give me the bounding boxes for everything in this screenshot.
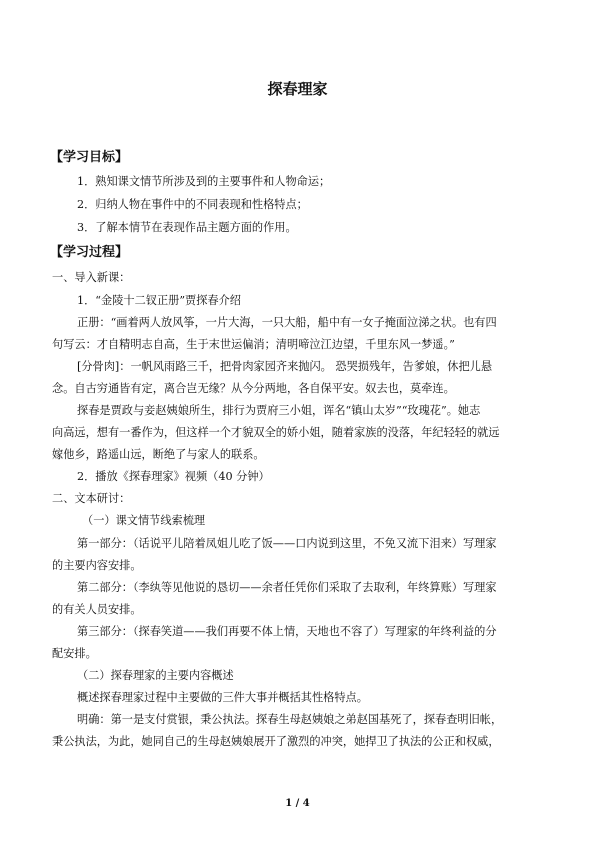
body-line: 句写云：才自精明志自高，生于末世运偏消；清明啼泣江边望，千里东风一梦遥。”: [52, 338, 455, 351]
goal-item: 3．了解本情节在表现作品主题方面的作用。: [77, 221, 297, 234]
body-line: 配安排。: [52, 647, 97, 660]
body-line: 秉公执法，为此，她同自己的生母赵姨娘展开了激烈的冲突，她捍卫了执法的公正和权威，: [52, 735, 500, 748]
body-line: 念。自古穷通皆有定，离合岂无缘？从今分两地，各自保平安。奴去也，莫牵连。: [52, 382, 455, 395]
body-line: （一）课文情节线索梳理: [82, 514, 206, 527]
body-line: 嫁他乡，路遥山远，断绝了与家人的联系。: [52, 448, 265, 461]
goal-item: 2．归纳人物在事件中的不同表现和性格特点；: [77, 198, 308, 211]
body-line: 正册：“画着两人放风筝，一片大海，一只大船，船中有一女子掩面泣涕之状。也有四: [77, 316, 497, 329]
body-line: 的主要内容安排。: [52, 559, 142, 572]
body-line: 第二部分：（李纨等见他说的恳切——余者任凭你们采取了去取利，年终算账）写理家: [77, 581, 497, 594]
body-line: 探春是贾政与妾赵姨娘所生，排行为贾府三小姐，诨名“镇山太岁”“玫瑰花”。她志: [77, 404, 481, 417]
section-heading-goals: 【学习目标】: [50, 150, 129, 165]
body-line: 第三部分：（探春笑道——我们再要不体上情，天地也不容了）写理家的年终利益的分: [77, 625, 497, 638]
goal-item: 1．熟知课文情节所涉及到的主要事件和人物命运；: [77, 175, 331, 188]
body-line: 概述探春理家过程中主要做的三件大事并概括其性格特点。: [77, 691, 368, 704]
body-line: 2．播放《探春理家》视频（40 分钟）: [77, 470, 270, 483]
body-line: [分骨肉]：一帆风雨路三千，把骨肉家园齐来抛闪。 恐哭损残年，告爹娘，休把儿悬: [77, 360, 493, 373]
section-heading-process: 【学习过程】: [50, 245, 129, 260]
page-number: 1 / 4: [285, 798, 310, 809]
body-line: 二、文本研讨：: [52, 492, 131, 505]
body-line: 的有关人员安排。: [52, 603, 142, 616]
body-line: 明确：第一是支付赏银，秉公执法。探春生母赵姨娘之弟赵国基死了，探春查明旧帐，: [77, 713, 503, 726]
body-line: 向高远，想有一番作为，但这样一个才貌双全的娇小姐，随着家族的没落，年纪轻轻的就远: [52, 426, 500, 439]
body-line: 一、导入新课：: [52, 271, 131, 284]
body-line: 1．“金陵十二钗正册”贾探春介绍: [77, 294, 241, 307]
body-line: （二）探春理家的主要内容概述: [77, 669, 234, 682]
page-title: 探春理家: [267, 80, 328, 98]
body-line: 第一部分：（话说平儿陪着凤姐儿吃了饭——口内说到这里，不免又流下泪来）写理家: [77, 537, 497, 550]
